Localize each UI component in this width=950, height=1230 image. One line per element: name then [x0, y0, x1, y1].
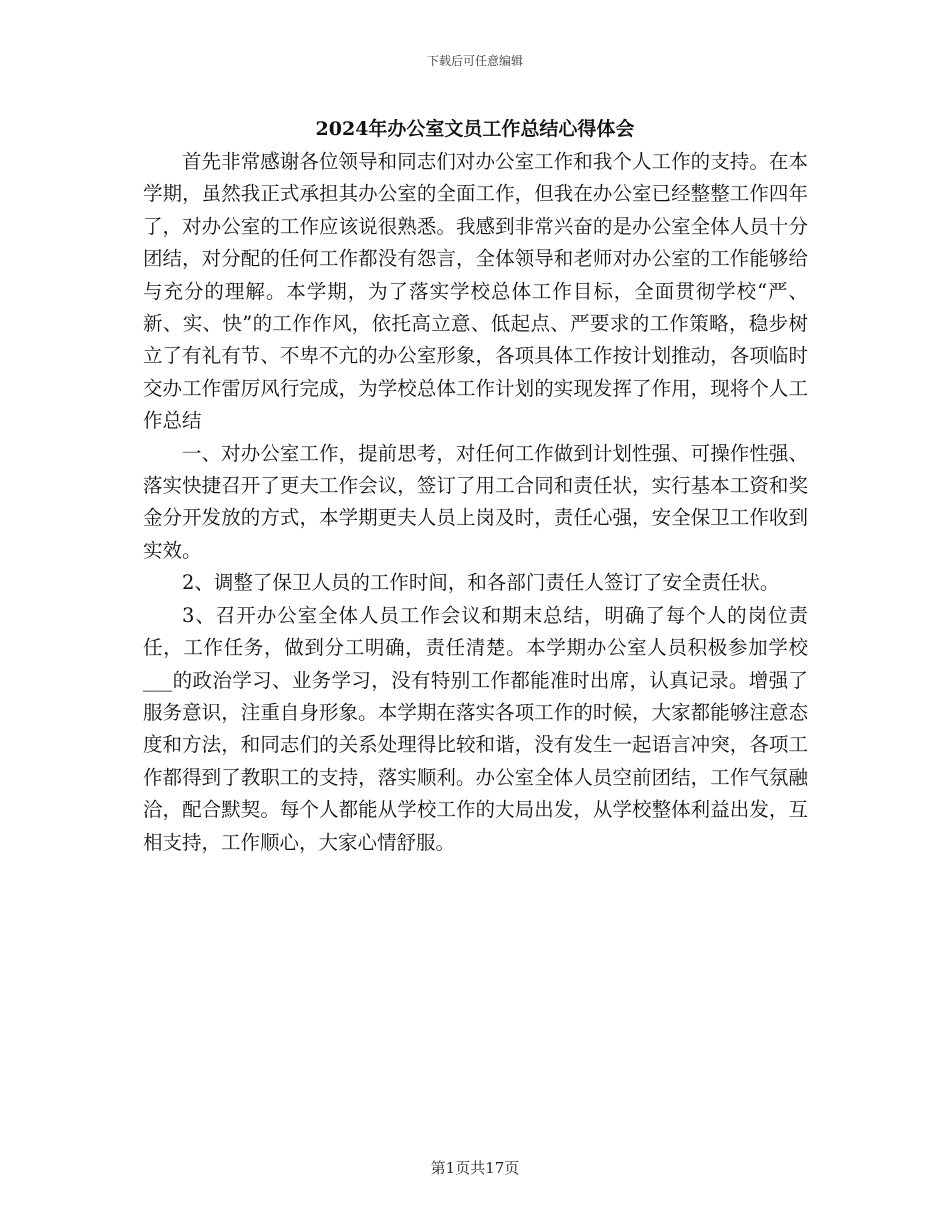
paragraph-item-2: 2、调整了保卫人员的工作时间，和各部门责任人签订了安全责任状。 [182, 571, 780, 595]
paragraph-intro: 首先非常感谢各位领导和同志们对办公室工作和我个人工作的支持。在本学期，虽然我正式承担其办公室的全面工作，但我在办公室已经整整工作四年了，对办公室的工作应该说很熟悉。我感到非常兴奋的是办公室全体人员十分团结，对分配的任何工作都没有怨言，全体领导和老师对办公室的工作能够给与充分的理解。本学期，为了落实学校总体工作目标，全面贯彻学校“严、新、实、快”的工作作风，依托高立意、低起点、严要求的工作策略，稳步树立了有礼有节、不卑不亢的办公室形象，各项具体工作按计划推动，各项临时交办工作雷厉风行完成，为学校总体工作计划的实现发挥了作用，现将个人工作总结 [143, 150, 808, 433]
paragraph-item-1: 一、对办公室工作，提前思考，对任何工作做到计划性强、可操作性强、落实快捷召开了更夫工作会议，签订了用工合同和责任状，实行基本工资和奖金分开发放的方式，本学期更夫人员上岗及时，责任心强，安全保卫工作收到实效。 [143, 441, 808, 562]
document-body [143, 146, 808, 859]
page-number: 第1页共17页 [430, 1159, 520, 1177]
paragraph-item-3: 3、召开办公室全体人员工作会议和期末总结，明确了每个人的岗位责任，工作任务，做到分工明确，责任清楚。本学期办公室人员积极参加学校___的政治学习、业务学习，没有特别工作都能准时出席，认真记录。增强了服务意识，注重自身形象。本学期在落实各项工作的时候，大家都能够注意态度和方法，和同志们的关系处理得比较和谐，没有发生一起语言冲突，各项工作都得到了教职工的支持，落实顺利。办公室全体人员空前团结，工作气氛融洽，配合默契。每个人都能从学校工作的大局出发，从学校整体利益出发，互相支持，工作顺心，大家心情舒服。 [143, 603, 808, 854]
page-header-note: 下载后可任意编辑 [426, 54, 523, 68]
document-title: 2024年办公室文员工作总结心得体会 [315, 118, 635, 140]
